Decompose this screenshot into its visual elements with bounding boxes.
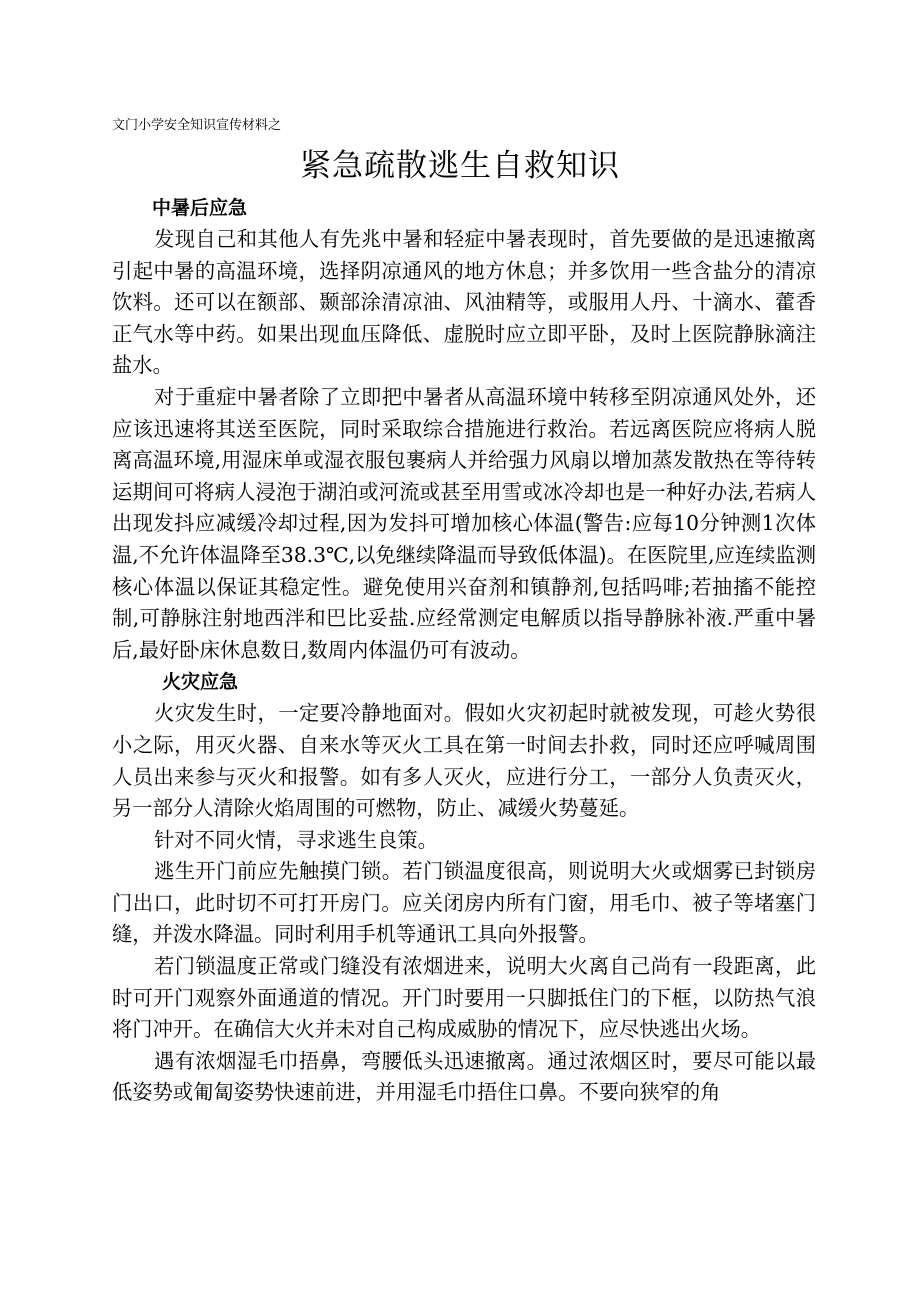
paragraph: 针对不同火情，寻求逃生良策。 (154, 827, 438, 852)
paragraph: 发现自己和其他人有先兆中暑和轻症中暑表现时，首先要做的是迅速撤离引起中暑的高温环境，选择阴凉通风的地方休息；并多饮用一些含盐分的清凉饮料。还可以在额部、颞部涂清凉油、风油精等，或服用人丹、十滴水、藿香正气水等中药。如果出现血压降低、虚脱时应立即平卧，及时上医院静脉滴注盐水。 (112, 227, 816, 378)
paragraph: 对于重症中暑者除了立即把中暑者从高温环境中转移至阴凉通风处外，还应该迅速将其送至医院，同时采取综合措施进行救治。若远离医院应将病人脱离高温环境,用湿床单或湿衣服包裹病人并给强力风扇以增加蒸发散热在等待转运期间可将病人浸泡于湖泊或河流或甚至用雪或冰冷却也是一种好办法,若病人出现发抖应减缓冷却过程,因为发抖可增加核心体温(警告:应每10分钟测1次体温,不允许体温降至38.3℃,以免继续降温而导致低体温)。在医院里,应连续监测核心体温以保证其稳定性。避免使用兴奋剂和镇静剂,包括吗啡;若抽搐不能控制,可静脉注射地西泮和巴比妥盐.应经常测定电解质以指导静脉补液.严重中暑后,最好卧床休息数日,数周内体温仍可有波动。 (112, 384, 816, 662)
paragraph: 逃生开门前应先触摸门锁。若门锁温度很高，则说明大火或烟雾已封锁房门出口，此时切不可打开房门。应关闭房内所有门窗，用毛巾、被子等堵塞门缝，并泼水降温。同时利用手机等通讯工具向外报警。 (112, 859, 816, 947)
document-title: 紧急疏散逃生自救知识 (300, 148, 620, 184)
section-heading-heatstroke: 中暑后应急 (152, 197, 248, 219)
section-heading-fire: 火灾应急 (162, 671, 239, 694)
paragraph: 火灾发生时，一定要冷静地面对。假如火灾初起时就被发现，可趁火势很小之际，用灭火器、自来水等灭火工具在第一时间去扑救，同时还应呼喊周围人员出来参与灭火和报警。如有多人灭火，应进行分工，一部分人负责灭火，另一部分人清除火焰周围的可燃物，防止、减缓火势蔓延。 (112, 701, 816, 821)
document-kicker: 文门小学安全知识宣传材料之 (112, 118, 282, 133)
paragraph: 遇有浓烟湿毛巾捂鼻，弯腰低头迅速撤离。通过浓烟区时，要尽可能以最低姿势或匍匐姿势快速前进，并用湿毛巾捂住口鼻。不要向狭窄的角 (112, 1048, 816, 1105)
paragraph: 若门锁温度正常或门缝没有浓烟进来，说明大火离自己尚有一段距离，此时可开门观察外面通道的情况。开门时要用一只脚抵住门的下框，以防热气浪将门冲开。在确信大火并未对自己构成威胁的情况下，应尽快逃出火场。 (112, 954, 816, 1042)
